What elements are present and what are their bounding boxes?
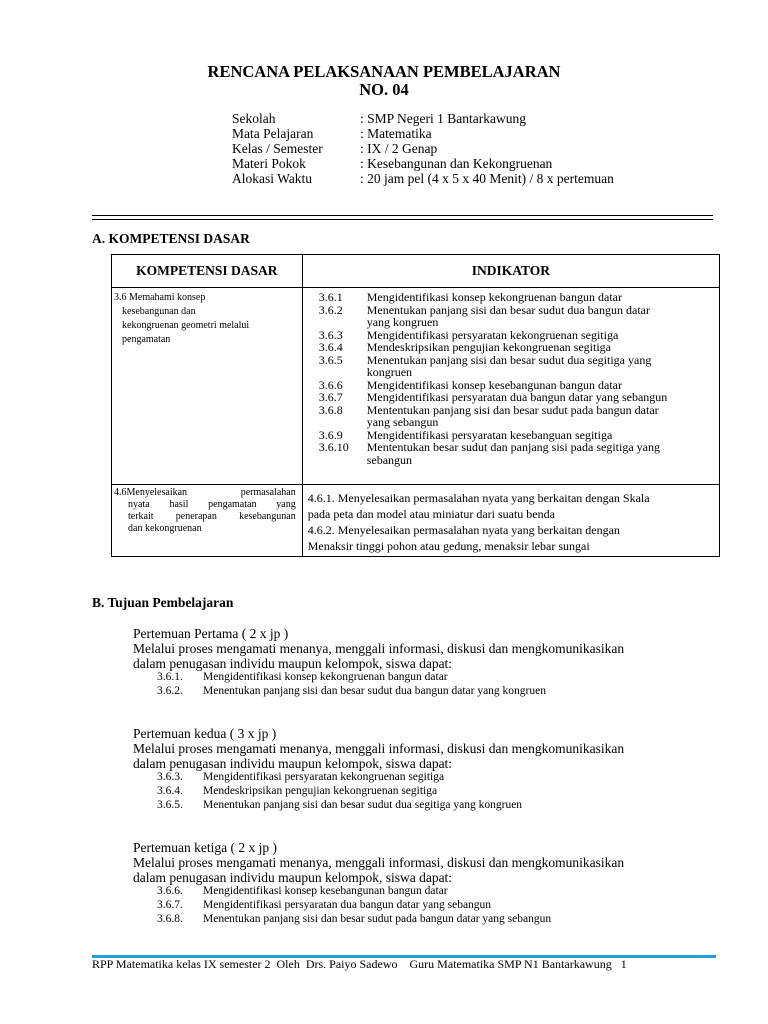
indicator-number: 3.6.8	[318, 402, 343, 417]
kd-line: 3.6 Memahami konsep	[114, 292, 206, 303]
info-label-alokasi: Alokasi Waktu	[232, 171, 313, 186]
objective-item	[157, 798, 522, 812]
indicator-text: Mengidentifikasi persyaratan dua bangun datar yang sebangun	[366, 390, 668, 404]
info-label-mapel: Mata Pelajaran	[232, 126, 314, 141]
header-divider-bottom	[92, 219, 713, 220]
indicator-number: 3.6.4	[318, 340, 343, 354]
meeting-title: Pertemuan Pertama ( 2 x jp )	[133, 626, 289, 641]
kd-line: terkait penerapan kesebangunan	[128, 511, 296, 522]
indicator-text: Mengidentifikasi konsep kekongruenan bangun datar	[366, 290, 622, 304]
table-row	[112, 485, 720, 557]
indicator-text: Menentukan panjang sisi dan besar sudut dua bangun datar	[366, 302, 650, 317]
section-a-heading: A. KOMPETENSI DASAR	[92, 231, 250, 246]
indicator-text: pada peta dan model atau miniatur dari suatu benda	[307, 507, 555, 521]
objective-number: 3.6.4.	[157, 785, 183, 797]
indicator-text: yang sebangun	[366, 415, 439, 429]
indicator-text: Menentukan panjang sisi dan besar sudut dua segitiga yang	[366, 352, 652, 367]
indicator-item	[303, 304, 719, 329]
objective-text: Menentukan panjang sisi dan besar sudut dua bangun datar yang kongruen	[203, 685, 546, 697]
objective-text: Mendeskripsikan pengujian kekongruenan segitiga	[203, 785, 438, 797]
objective-number: 3.6.7.	[157, 899, 183, 911]
indicator-text: Mententukan panjang sisi dan besar sudut pada bangun datar	[366, 402, 659, 417]
indicator-text: Mengidentifikasi persyaratan kekongruenan segitiga	[366, 327, 619, 342]
indicator-cell-3-6	[302, 288, 719, 485]
indicator-text: 4.6.1. Menyelesaikan permasalahan nyata yang berkaitan dengan Skala	[307, 491, 650, 505]
section-b-heading: B. Tujuan Pembelajaran	[92, 595, 234, 610]
indicator-text: Mententukan besar sudut dan panjang sisi pada segitiga yang	[366, 440, 660, 454]
indicator-text: sebangun	[366, 452, 413, 467]
indicator-number: 3.6.2	[318, 302, 343, 317]
info-value-materi: : Kesebangunan dan Kekongruenan	[360, 156, 553, 171]
meeting-intro: Melalui proses mengamati menanya, menggali informasi, diskusi dan mengkomunikasikan	[133, 855, 625, 870]
indicator-item	[303, 404, 719, 429]
objective-number: 3.6.8.	[157, 913, 183, 925]
objective-text: Menentukan panjang sisi dan besar sudut pada bangun datar yang sebangun	[203, 913, 552, 925]
kd-cell-3-6	[112, 288, 303, 485]
objective-item	[157, 884, 448, 898]
indicator-text: yang kongruen	[366, 315, 439, 329]
objective-number: 3.6.2.	[157, 685, 183, 697]
document-title: RENCANA PELAKSANAAN PEMBELAJARAN	[207, 62, 561, 81]
kd-line: nyata hasil pengamatan yang	[128, 499, 296, 510]
indicator-text: Mengidentifikasi konsep kesebangunan bangun datar	[366, 377, 622, 392]
info-value-kelas: : IX / 2 Genap	[360, 141, 438, 156]
indicator-number: 3.6.7	[318, 390, 343, 404]
indicator-text: Mengidentifikasi persyaratan kesebanguan segitiga	[366, 427, 613, 442]
column-header-indikator: INDIKATOR	[302, 255, 719, 288]
objective-text: Mengidentifikasi persyaratan dua bangun datar yang sebangun	[203, 899, 492, 911]
indicator-number: 3.6.9	[318, 427, 343, 442]
table-row	[112, 288, 720, 485]
objective-text: Mengidentifikasi konsep kesebangunan bangun datar	[203, 885, 448, 897]
meeting-title: Pertemuan kedua ( 3 x jp )	[133, 726, 277, 741]
meeting-intro: Melalui proses mengamati menanya, menggali informasi, diskusi dan mengkomunikasikan	[133, 741, 625, 756]
objective-item	[157, 898, 491, 912]
meeting-intro: dalam penugasan individu maupun kelompok, siswa dapat:	[133, 756, 453, 771]
indicator-text: Menaksir tinggi pohon atau gedung, menaksir lebar sungai	[307, 539, 590, 553]
indicator-text: 4.6.2. Menyelesaikan permasalahan nyata yang berkaitan dengan	[307, 523, 620, 537]
meeting-intro: dalam penugasan individu maupun kelompok, siswa dapat:	[133, 656, 453, 671]
objective-text: Menentukan panjang sisi dan besar sudut dua segitiga yang kongruen	[203, 799, 523, 811]
info-label-materi: Materi Pokok	[232, 156, 306, 171]
objective-item	[157, 770, 444, 784]
objective-text: Mengidentifikasi persyaratan kekongruenan segitiga	[203, 771, 445, 783]
objective-item	[157, 912, 551, 926]
kd-line: kesebangunan dan	[122, 306, 196, 317]
kd-line: pengamatan	[122, 334, 171, 345]
info-label-kelas: Kelas / Semester	[232, 141, 323, 156]
indicator-cell-4-6	[302, 485, 719, 557]
info-label-sekolah: Sekolah	[232, 111, 276, 126]
kompetensi-table	[111, 254, 720, 557]
indicator-number: 3.6.3	[318, 327, 343, 342]
info-value-alokasi: : 20 jam pel (4 x 5 x 40 Menit) / 8 x pertemuan	[360, 171, 614, 186]
objective-number: 3.6.6.	[157, 885, 183, 897]
document-number: NO. 04	[359, 80, 409, 99]
indicator-item	[303, 291, 719, 304]
indicator-number: 3.6.1	[318, 290, 343, 304]
meeting-intro: dalam penugasan individu maupun kelompok, siswa dapat:	[133, 870, 453, 885]
objective-number: 3.6.1.	[157, 671, 183, 683]
objective-item	[157, 684, 546, 698]
kd-line: 4.6Menyelesaikan permasalahan	[114, 487, 296, 498]
kd-line: kekongruenan geometri melalui	[122, 320, 250, 331]
indicator-item	[303, 354, 719, 379]
kd-line: dan kekongruenan	[128, 523, 202, 534]
objective-text: Mengidentifikasi konsep kekongruenan bangun datar	[203, 671, 448, 683]
indicator-number: 3.6.5	[318, 352, 343, 367]
objective-number: 3.6.3.	[157, 771, 183, 783]
objective-item	[157, 670, 448, 684]
indicator-number: 3.6.6	[318, 377, 343, 392]
page-footer: RPP Matematika kelas IX semester 2 Oleh Drs. Paiyo Sadewo Guru Matematika SMP N1 Bantarkawung 1	[92, 957, 627, 971]
indicator-text: kongruen	[366, 365, 413, 379]
indicator-item	[303, 441, 719, 466]
kd-cell-4-6	[112, 485, 303, 557]
column-header-kd: KOMPETENSI DASAR	[112, 255, 303, 288]
indicator-item	[303, 391, 719, 404]
indicator-item	[303, 341, 719, 354]
indicator-number: 3.6.10	[318, 440, 349, 454]
meeting-intro: Melalui proses mengamati menanya, menggali informasi, diskusi dan mengkomunikasikan	[133, 641, 625, 656]
objective-item	[157, 784, 437, 798]
indicator-text: Mendeskripsikan pengujian kekongruenan segitiga	[366, 340, 611, 354]
info-value-sekolah: : SMP Negeri 1 Bantarkawung	[360, 111, 526, 126]
header-divider-top	[92, 215, 713, 216]
info-value-mapel: : Matematika	[360, 126, 432, 141]
table-header-row	[112, 255, 720, 288]
objective-number: 3.6.5.	[157, 799, 183, 811]
meeting-title: Pertemuan ketiga ( 2 x jp )	[133, 840, 277, 855]
